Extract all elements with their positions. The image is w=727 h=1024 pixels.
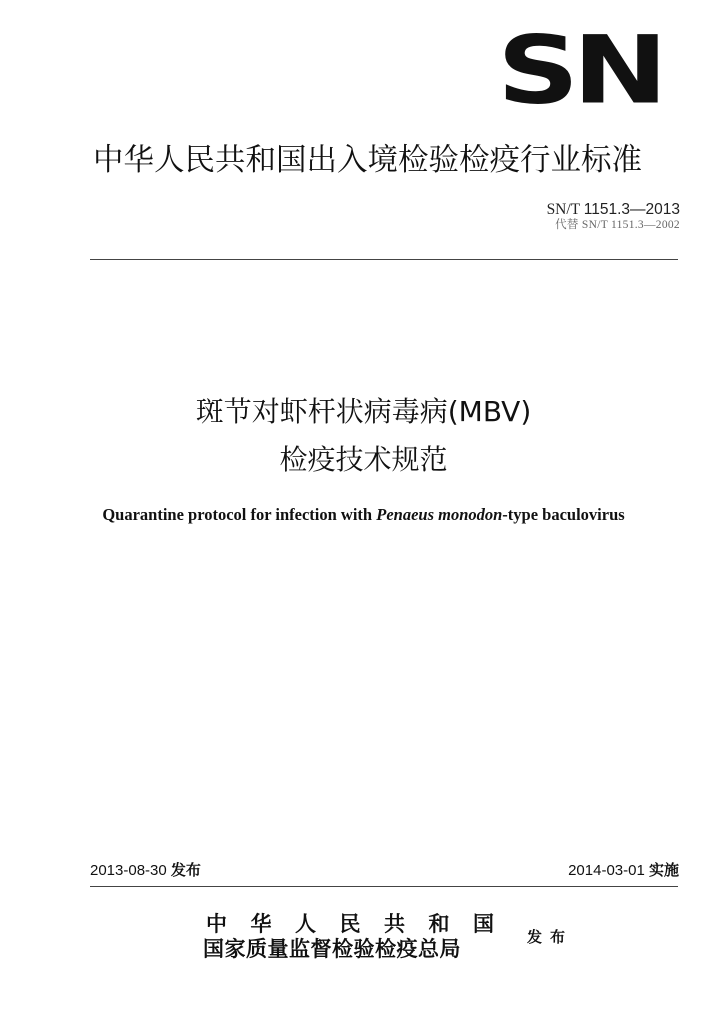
standard-code-number: 1151.3—2013 [583, 201, 680, 218]
implementation-date [568, 860, 679, 881]
document-title-en-species: Penaeus monodon [376, 505, 503, 524]
issuer-agency: 国家质量监督检验检疫总局 [203, 936, 461, 961]
standard-code-block [547, 201, 680, 232]
document-title-en-part2: -type baculovirus [502, 505, 625, 524]
issuer-country: 中华人民共和国 [206, 911, 518, 936]
document-title-en [0, 505, 727, 525]
standard-code [547, 201, 680, 219]
issue-date [90, 860, 201, 881]
sn-logo: SN [497, 16, 662, 126]
implementation-date-label: 实施 [648, 861, 679, 879]
top-divider [90, 259, 678, 260]
replaced-standard-code: 代替 SN/T 1151.3—2002 [555, 219, 680, 231]
issuer-action: 发布 [527, 928, 574, 946]
implementation-date-value: 2014-03-01 [568, 862, 645, 879]
bottom-divider [90, 886, 678, 887]
document-title-cn-line2: 检疫技术规范 [279, 443, 448, 476]
document-title-en-part1: Quarantine protocol for infection with [102, 505, 377, 524]
document-title-cn-line1: 斑节对虾杆状病毒病(MBV) [195, 395, 532, 428]
issue-date-label: 发布 [170, 861, 201, 879]
standard-code-prefix: SN/T [546, 201, 584, 218]
standard-category-title: 中华人民共和国出入境检验检疫行业标准 [93, 143, 642, 178]
issue-date-value: 2013-08-30 [90, 862, 167, 879]
